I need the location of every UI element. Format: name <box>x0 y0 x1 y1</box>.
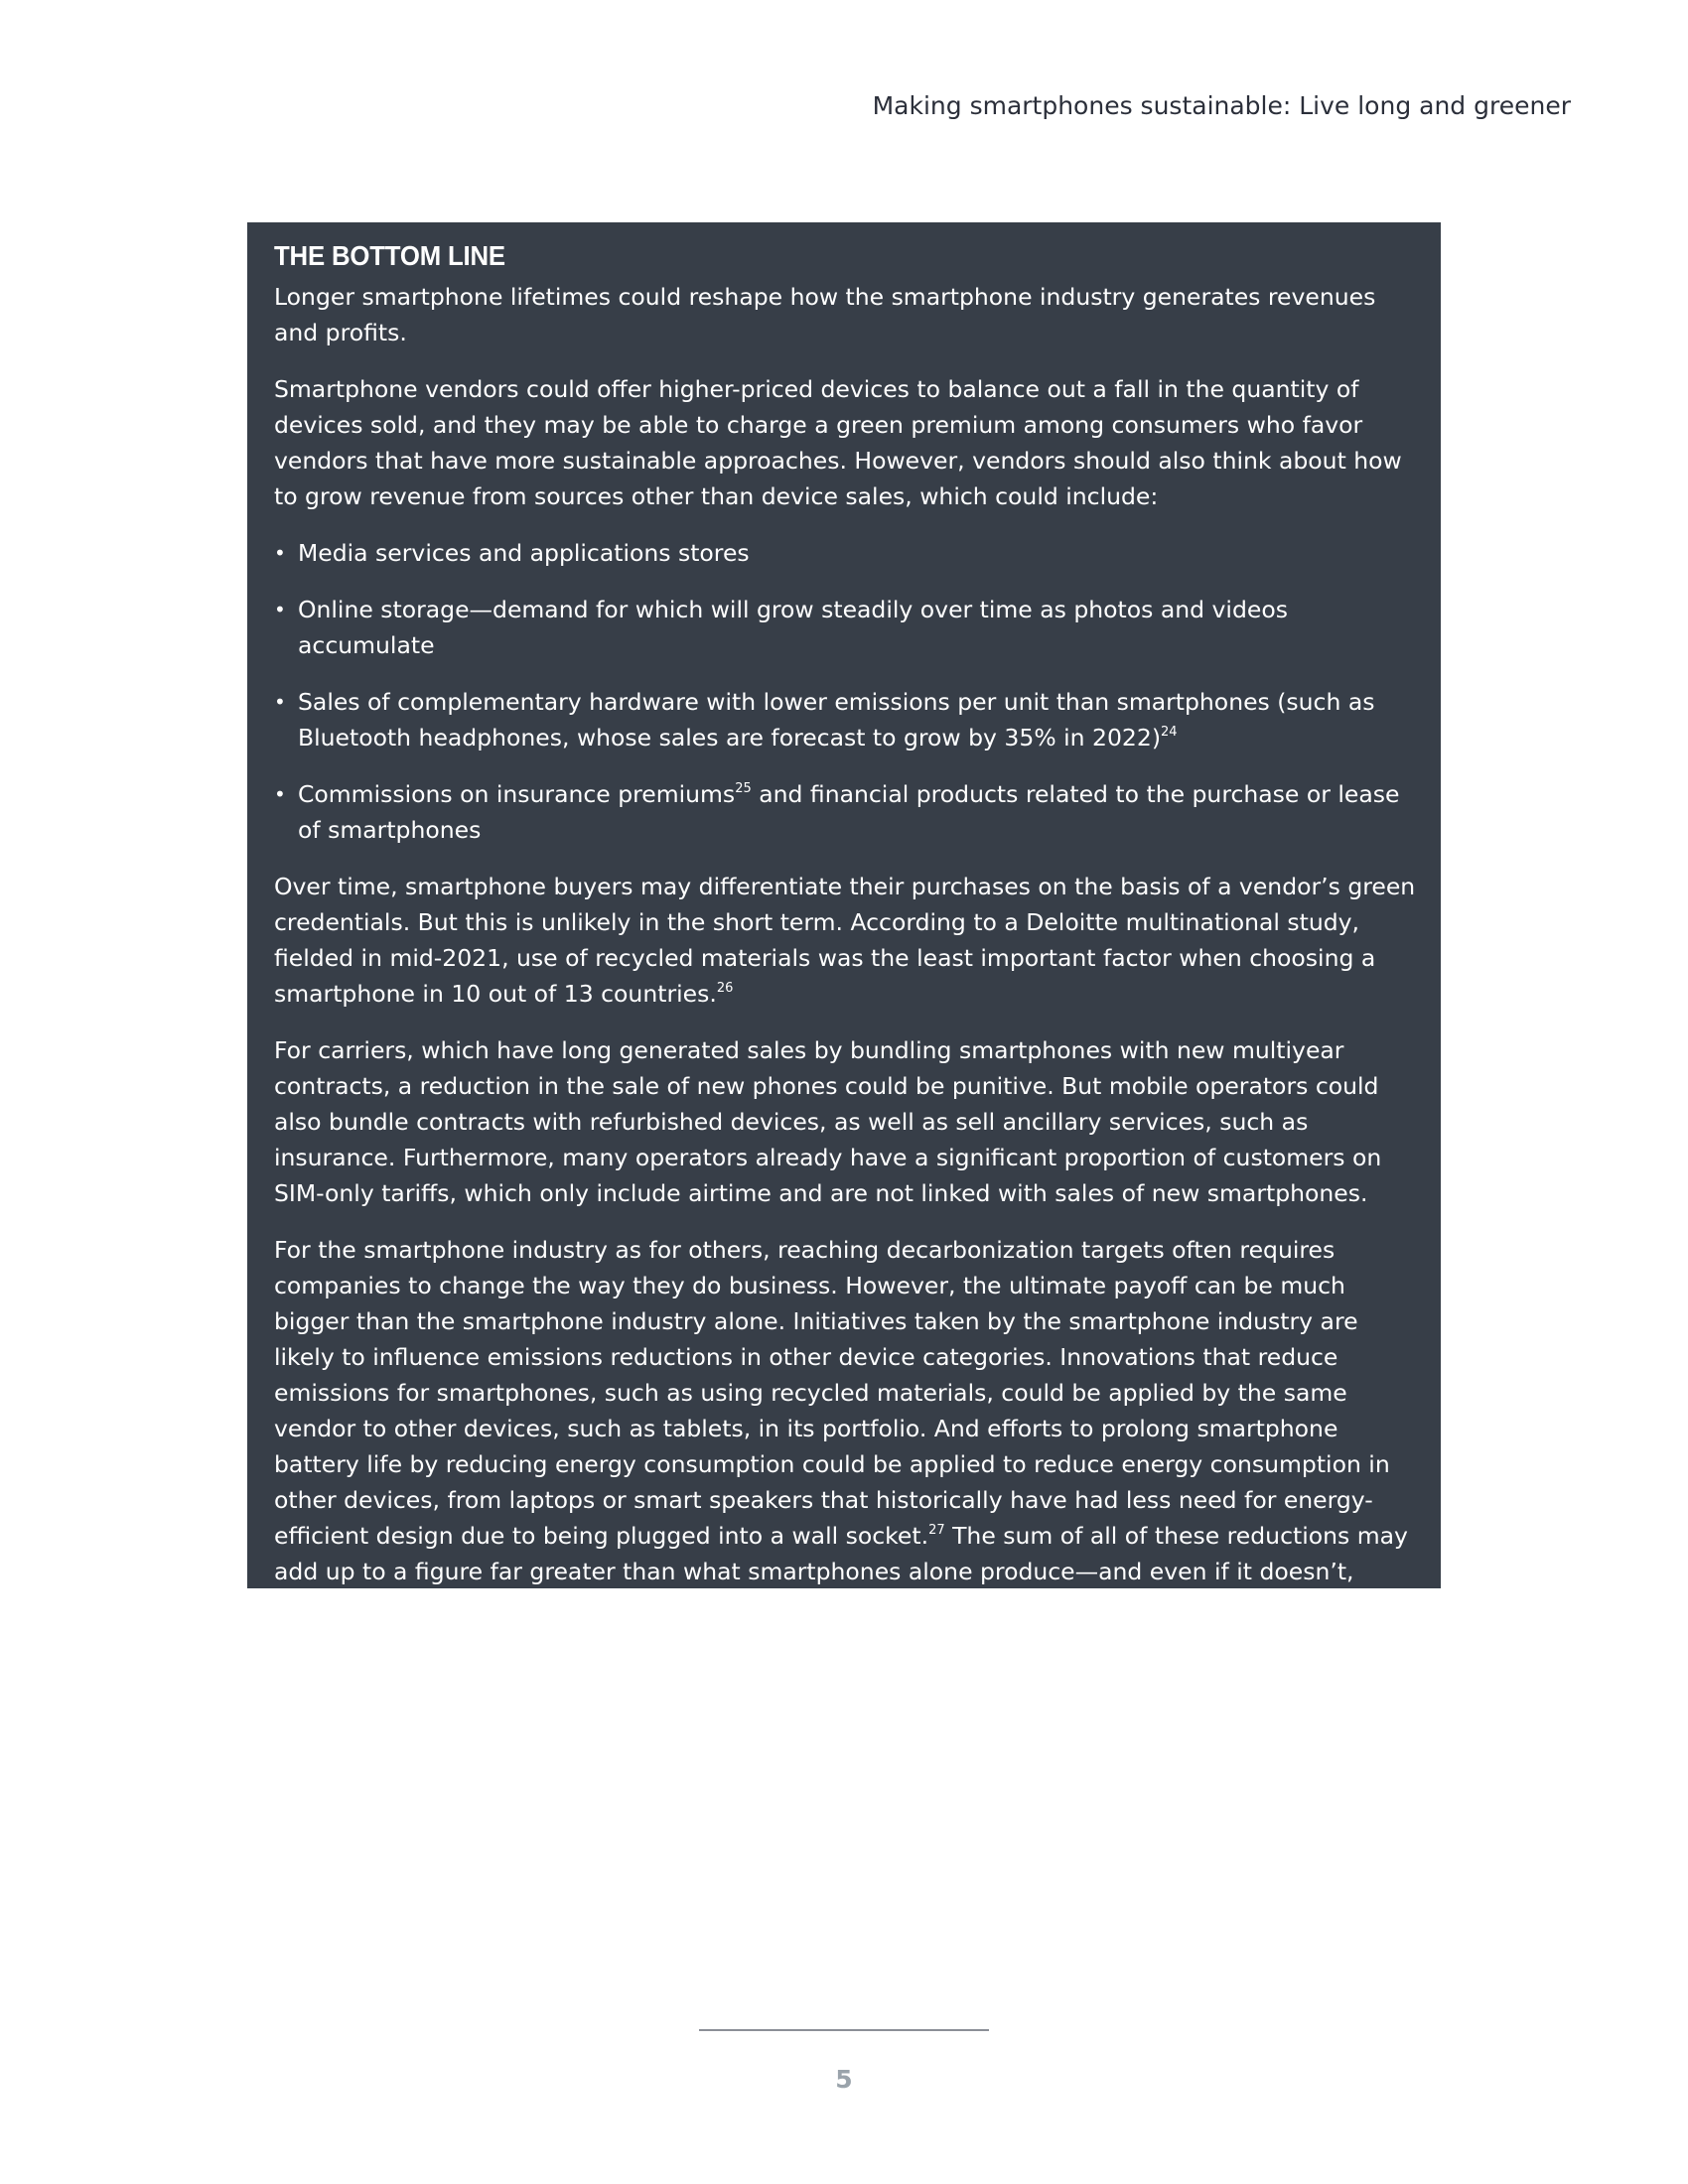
running-header-title: Making smartphones sustainable: Live long and greener <box>872 91 1571 120</box>
industry-paragraph-text: The sum of all of these reductions may add up to a figure far greater than what smartphones alone produce—and even if it doesn’t, every little bit counts. <box>274 1522 1408 1621</box>
buyers-paragraph <box>274 869 1423 1012</box>
industry-paragraph <box>274 1232 1423 1625</box>
bullet-marker: • <box>274 541 286 565</box>
vendors-paragraph: Smartphone vendors could offer higher-priced devices to balance out a fall in the quantity of devices sold, and they may be able to charge a green premium among consumers who favor vendors that have more sustainable approaches. However, vendors should also think about how to grow revenue from sources other than device sales, which could include: <box>274 375 1402 510</box>
carriers-paragraph: For carriers, which have long generated sales by bundling smartphones with new multiyear contracts, a reduction in the sale of new phones could be punitive. But mobile operators could also bundle contracts with refurbished devices, as well as sell ancillary services, such as insurance. Furthermore, many operators already have a significant proportion of customers on SIM-only tariffs, which only include airtime and are not linked with sales of new smartphones. <box>274 1036 1382 1207</box>
list-item-text: Media services and applications stores <box>298 539 750 567</box>
bottom-line-callout <box>247 222 1441 1621</box>
list-item <box>274 684 1423 755</box>
bullet-marker: • <box>274 598 286 621</box>
callout-title: THE BOTTOM LINE <box>274 240 505 271</box>
industry-paragraph-text: For the smartphone industry as for others, reaching decarbonization targets often requires companies to change the way they do business. However, the ultimate payoff can be much bigger than the smartphone industry alone. Initiatives taken by the smartphone industry are likely to influence emissions reductions in other device categories. Innovations that reduce emissions for smartphones, such as using recycled materials, could be applied by the same vendor to other devices, such as tablets, in its portfolio. And efforts to prolong smartphone battery life by reducing energy consumption could be applied to reduce energy consumption in other devices, from laptops or smart speakers that historically have had less need for energy-efficient design due to being plugged into a wall socket. <box>274 1236 1390 1550</box>
page-number: 5 <box>835 2065 853 2094</box>
list-item-text: Online storage—demand for which will grow steadily over time as photos and videos accumulate <box>298 596 1288 659</box>
footnote-ref[interactable]: 26 <box>716 981 734 996</box>
footnote-ref[interactable]: 28 <box>529 1594 547 1609</box>
list-item-text: and financial products related to the purchase or lease of smartphones <box>298 780 1400 844</box>
footnote-ref[interactable]: 27 <box>928 1523 945 1538</box>
list-item <box>274 592 1423 663</box>
revenue-sources-list <box>274 535 1423 848</box>
footer-divider <box>699 2029 989 2031</box>
bullet-marker: • <box>274 782 286 806</box>
buyers-paragraph-text: Over time, smartphone buyers may differentiate their purchases on the basis of a vendor’s green credentials. But this is unlikely in the short term. According to a Deloitte multinational study, fielded in mid-2021, use of recycled materials was the least important factor when choosing a smartphone in 10 out of 13 countries. <box>274 873 1416 1008</box>
footnote-ref[interactable]: 24 <box>1160 725 1178 740</box>
list-item <box>274 535 1423 571</box>
list-item-text: Sales of complementary hardware with lower emissions per unit than smartphones (such as Bluetooth headphones, whose sales are forecast to grow by 35% in 2022) <box>298 688 1375 751</box>
bullet-marker: • <box>274 690 286 714</box>
footnote-ref[interactable]: 25 <box>735 781 752 796</box>
list-item-text: Commissions on insurance premiums <box>298 780 736 808</box>
callout-intro: Longer smartphone lifetimes could reshape how the smartphone industry generates revenues and profits. <box>274 283 1376 346</box>
list-item <box>274 776 1423 848</box>
